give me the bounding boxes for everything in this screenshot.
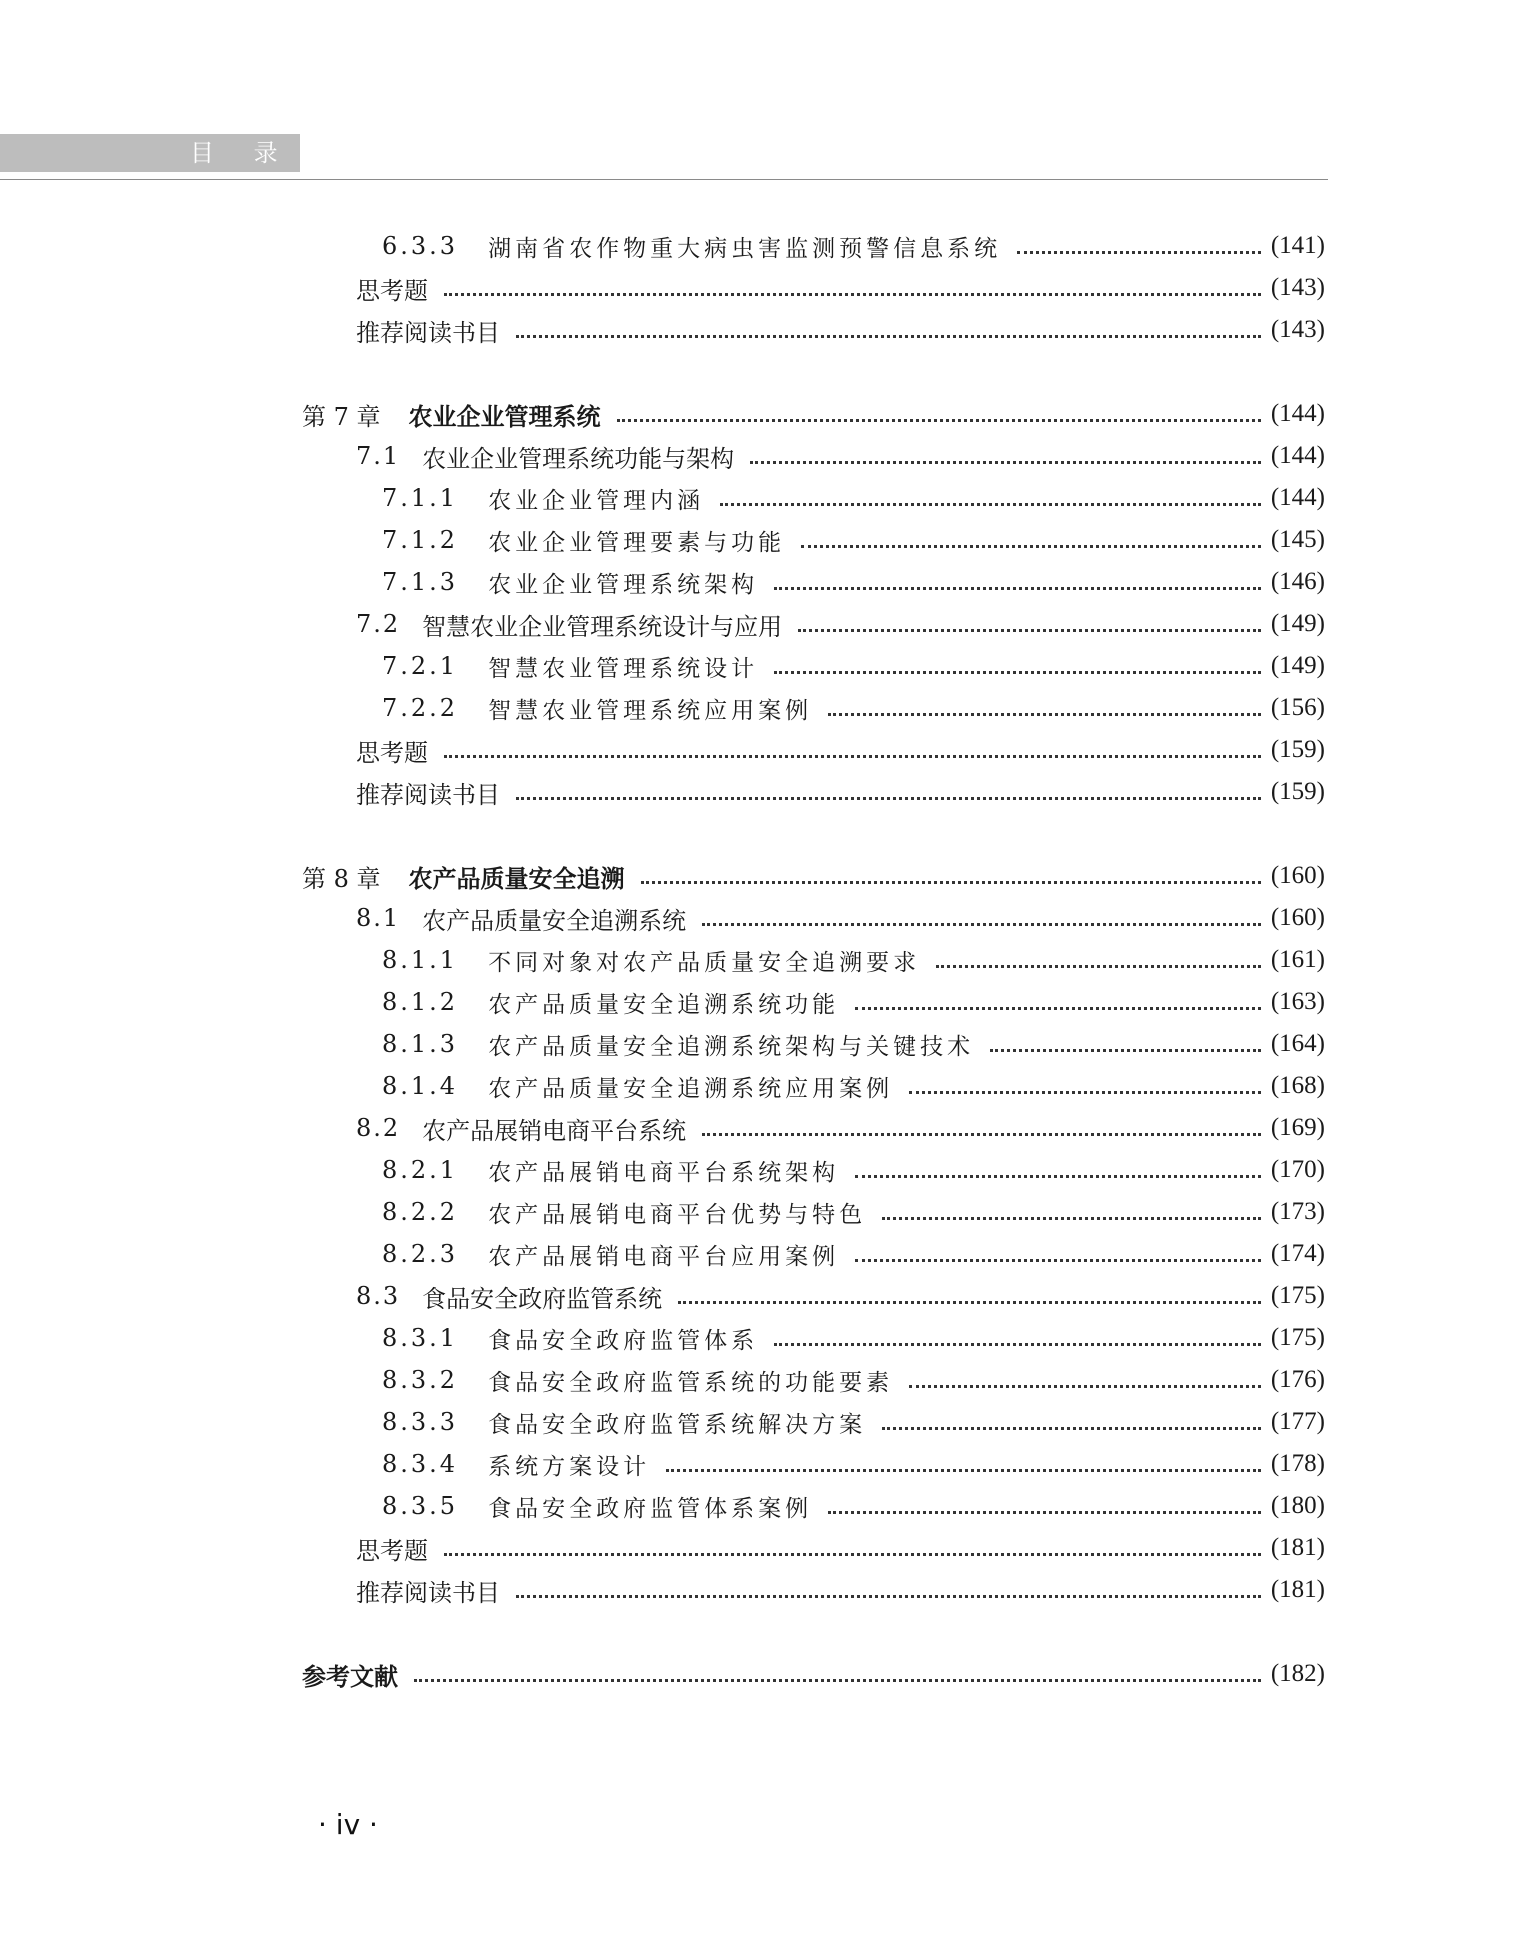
toc-section-entry[interactable]: [356, 898, 1325, 938]
toc-entry-page: (164): [1270, 1030, 1325, 1057]
page-number: · iv ·: [318, 1808, 378, 1841]
toc-entry-title: 农产品质量安全追溯系统: [422, 906, 687, 935]
toc-entry-page: (160): [1270, 862, 1325, 889]
toc-entry-number: 8.2.1: [382, 1156, 459, 1184]
toc-section-entry[interactable]: [356, 730, 1325, 770]
toc-entry-page: (145): [1270, 526, 1325, 553]
toc-subsection-entry[interactable]: [382, 1234, 1325, 1274]
toc-entry-title: 农产品展销电商平台系统: [422, 1116, 687, 1145]
toc-entry-title: 推荐阅读书目: [356, 1578, 500, 1607]
toc-entry-title: 不同对象对农产品质量安全追溯要求: [488, 949, 921, 976]
toc-entry-title: 湖南省农作物重大病虫害监测预警信息系统: [488, 235, 1002, 262]
toc-entry-title: 农业企业管理要素与功能: [488, 529, 786, 556]
toc-entry-title: 参考文献: [302, 1662, 398, 1691]
toc-chapter-entry[interactable]: [302, 1654, 1325, 1694]
toc-entry-title: 农产品展销电商平台应用案例: [488, 1243, 840, 1270]
toc-entry-page: (156): [1270, 694, 1325, 721]
toc-section-entry[interactable]: [356, 268, 1325, 308]
toc-entry-page: (149): [1270, 610, 1325, 637]
toc-entry-title: 食品安全政府监管系统的功能要素: [488, 1369, 894, 1396]
toc-entry-number: 8.3.3: [382, 1408, 459, 1436]
toc-entry-number: 7.1: [356, 442, 401, 470]
toc-subsection-entry[interactable]: [382, 1444, 1325, 1484]
toc-dot-leader: [801, 545, 1261, 548]
toc-dot-leader: [702, 923, 1261, 926]
toc-subsection-entry[interactable]: [382, 1402, 1325, 1442]
toc-entry-page: (144): [1270, 484, 1325, 511]
toc-dot-leader: [444, 293, 1261, 296]
toc-entry-page: (176): [1270, 1366, 1325, 1393]
toc-dot-leader: [855, 1175, 1261, 1178]
toc-entry-title: 食品安全政府监管体系案例: [488, 1495, 813, 1522]
toc-entry-page: (144): [1270, 442, 1325, 469]
toc-entry-title: 农业企业管理系统: [408, 402, 601, 431]
toc-entry-number: 8.1: [356, 904, 401, 932]
toc-entry-number: 8.1.2: [382, 988, 459, 1016]
toc-entry-page: (163): [1270, 988, 1325, 1015]
toc-subsection-entry[interactable]: [382, 226, 1325, 266]
toc-subsection-entry[interactable]: [382, 562, 1325, 602]
toc-entry-title: 食品安全政府监管系统解决方案: [488, 1411, 867, 1438]
toc-entry-number: 第 8 章: [302, 864, 381, 893]
toc-dot-leader: [936, 965, 1261, 968]
toc-entry-page: (170): [1270, 1156, 1325, 1183]
toc-entry-page: (182): [1270, 1660, 1325, 1687]
toc-entry-number: 8.3.1: [382, 1324, 459, 1352]
toc-dot-leader: [855, 1007, 1261, 1010]
toc-entry-number: 第 7 章: [302, 402, 381, 431]
toc-entry-title: 思考题: [356, 1536, 428, 1565]
toc-dot-leader: [909, 1091, 1261, 1094]
toc-entry-number: 8.1.1: [382, 946, 459, 974]
toc-section-entry[interactable]: [356, 1108, 1325, 1148]
toc-entry-title: 农产品质量安全追溯: [408, 864, 625, 893]
toc-dot-leader: [666, 1469, 1261, 1472]
toc-subsection-entry[interactable]: [382, 520, 1325, 560]
toc-chapter-entry[interactable]: [302, 856, 1325, 896]
toc-section-entry[interactable]: [356, 1528, 1325, 1568]
toc-entry-page: (141): [1270, 232, 1325, 259]
toc-subsection-entry[interactable]: [382, 688, 1325, 728]
toc-subsection-entry[interactable]: [382, 940, 1325, 980]
toc-entry-number: 7.1.1: [382, 484, 459, 512]
toc-entry-number: 7.2.2: [382, 694, 459, 722]
toc-subsection-entry[interactable]: [382, 1318, 1325, 1358]
toc-dot-leader: [990, 1049, 1261, 1052]
toc-entry-number: 6.3.3: [382, 232, 459, 260]
toc-dot-leader: [882, 1217, 1261, 1220]
toc-subsection-entry[interactable]: [382, 1486, 1325, 1526]
toc-dot-leader: [516, 1595, 1261, 1598]
toc-section-entry[interactable]: [356, 1276, 1325, 1316]
toc-entry-title: 农产品展销电商平台系统架构: [488, 1159, 840, 1186]
toc-entry-title: 推荐阅读书目: [356, 318, 500, 347]
toc-dot-leader: [774, 1343, 1261, 1346]
toc-entry-page: (159): [1270, 778, 1325, 805]
toc-dot-leader: [444, 1553, 1261, 1556]
toc-subsection-entry[interactable]: [382, 1024, 1325, 1064]
toc-dot-leader: [678, 1301, 1261, 1304]
toc-entry-title: 食品安全政府监管体系: [488, 1327, 759, 1354]
toc-dot-leader: [617, 419, 1261, 422]
toc-dot-leader: [750, 461, 1261, 464]
toc-entry-page: (174): [1270, 1240, 1325, 1267]
toc-entry-page: (160): [1270, 904, 1325, 931]
toc-dot-leader: [1017, 251, 1261, 254]
running-header-title: 目 录: [190, 139, 294, 167]
toc-entry-page: (143): [1270, 316, 1325, 343]
toc-entry-number: 8.3.4: [382, 1450, 459, 1478]
toc-entry-page: (173): [1270, 1198, 1325, 1225]
toc-dot-leader: [774, 671, 1261, 674]
toc-entry-title: 思考题: [356, 276, 428, 305]
toc-dot-leader: [516, 335, 1261, 338]
toc-section-entry[interactable]: [356, 604, 1325, 644]
toc-section-entry[interactable]: [356, 436, 1325, 476]
toc-section-entry[interactable]: [356, 1570, 1325, 1610]
toc-entry-title: 智慧农业管理系统设计: [488, 655, 759, 682]
toc-entry-title: 农产品质量安全追溯系统功能: [488, 991, 840, 1018]
toc-entry-number: 7.1.2: [382, 526, 459, 554]
toc-dot-leader: [414, 1679, 1261, 1682]
toc-dot-leader: [774, 587, 1261, 590]
toc-chapter-entry[interactable]: [302, 394, 1325, 434]
toc-entry-title: 推荐阅读书目: [356, 780, 500, 809]
toc-entry-number: 8.3.5: [382, 1492, 459, 1520]
toc-entry-page: (169): [1270, 1114, 1325, 1141]
toc-section-entry[interactable]: [356, 772, 1325, 812]
toc-entry-number: 8.2: [356, 1114, 401, 1142]
toc-entry-number: 7.2.1: [382, 652, 459, 680]
toc-subsection-entry[interactable]: [382, 1360, 1325, 1400]
toc-entry-title: 农业企业管理内涵: [488, 487, 705, 514]
toc-subsection-entry[interactable]: [382, 646, 1325, 686]
toc-subsection-entry[interactable]: [382, 1150, 1325, 1190]
toc-entry-page: (168): [1270, 1072, 1325, 1099]
toc-entry-page: (161): [1270, 946, 1325, 973]
toc-dot-leader: [720, 503, 1261, 506]
toc-entry-title: 智慧农业企业管理系统设计与应用: [422, 612, 783, 641]
toc-entry-page: (143): [1270, 274, 1325, 301]
toc-dot-leader: [702, 1133, 1261, 1136]
toc-dot-leader: [855, 1259, 1261, 1262]
toc-dot-leader: [641, 881, 1261, 884]
toc-entry-number: 7.2: [356, 610, 401, 638]
toc-entry-title: 农业企业管理系统架构: [488, 571, 759, 598]
toc-section-entry[interactable]: [356, 310, 1325, 350]
toc-dot-leader: [828, 1511, 1261, 1514]
toc-entry-page: (181): [1270, 1576, 1325, 1603]
toc-entry-page: (180): [1270, 1492, 1325, 1519]
toc-entry-number: 8.1.3: [382, 1030, 459, 1058]
toc-entry-title: 农业企业管理系统功能与架构: [422, 444, 735, 473]
toc-entry-number: 8.1.4: [382, 1072, 459, 1100]
toc-dot-leader: [909, 1385, 1261, 1388]
toc-entry-page: (175): [1270, 1282, 1325, 1309]
toc-subsection-entry[interactable]: [382, 478, 1325, 518]
toc-entry-title: 农产品质量安全追溯系统应用案例: [488, 1075, 894, 1102]
toc-entry-title: 思考题: [356, 738, 428, 767]
toc-dot-leader: [798, 629, 1261, 632]
toc-dot-leader: [516, 797, 1261, 800]
toc-subsection-entry[interactable]: [382, 1192, 1325, 1232]
toc-entry-title: 食品安全政府监管系统: [422, 1284, 663, 1313]
toc-entry-title: 系统方案设计: [488, 1453, 651, 1480]
toc-entry-number: 8.2.2: [382, 1198, 459, 1226]
toc-entry-page: (175): [1270, 1324, 1325, 1351]
toc-entry-title: 农产品展销电商平台优势与特色: [488, 1201, 867, 1228]
toc-entry-page: (178): [1270, 1450, 1325, 1477]
toc-entry-number: 7.1.3: [382, 568, 459, 596]
toc-entry-page: (159): [1270, 736, 1325, 763]
toc-entry-page: (181): [1270, 1534, 1325, 1561]
toc-entry-page: (144): [1270, 400, 1325, 427]
toc-subsection-entry[interactable]: [382, 1066, 1325, 1106]
toc-subsection-entry[interactable]: [382, 982, 1325, 1022]
toc-entry-page: (177): [1270, 1408, 1325, 1435]
toc-entry-title: 农产品质量安全追溯系统架构与关键技术: [488, 1033, 975, 1060]
toc-dot-leader: [882, 1427, 1261, 1430]
toc-entry-number: 8.3: [356, 1282, 401, 1310]
toc-entry-page: (146): [1270, 568, 1325, 595]
toc-entry-title: 智慧农业管理系统应用案例: [488, 697, 813, 724]
toc-dot-leader: [444, 755, 1261, 758]
toc-entry-number: 8.3.2: [382, 1366, 459, 1394]
toc-dot-leader: [828, 713, 1261, 716]
toc-entry-number: 8.2.3: [382, 1240, 459, 1268]
toc-entry-page: (149): [1270, 652, 1325, 679]
